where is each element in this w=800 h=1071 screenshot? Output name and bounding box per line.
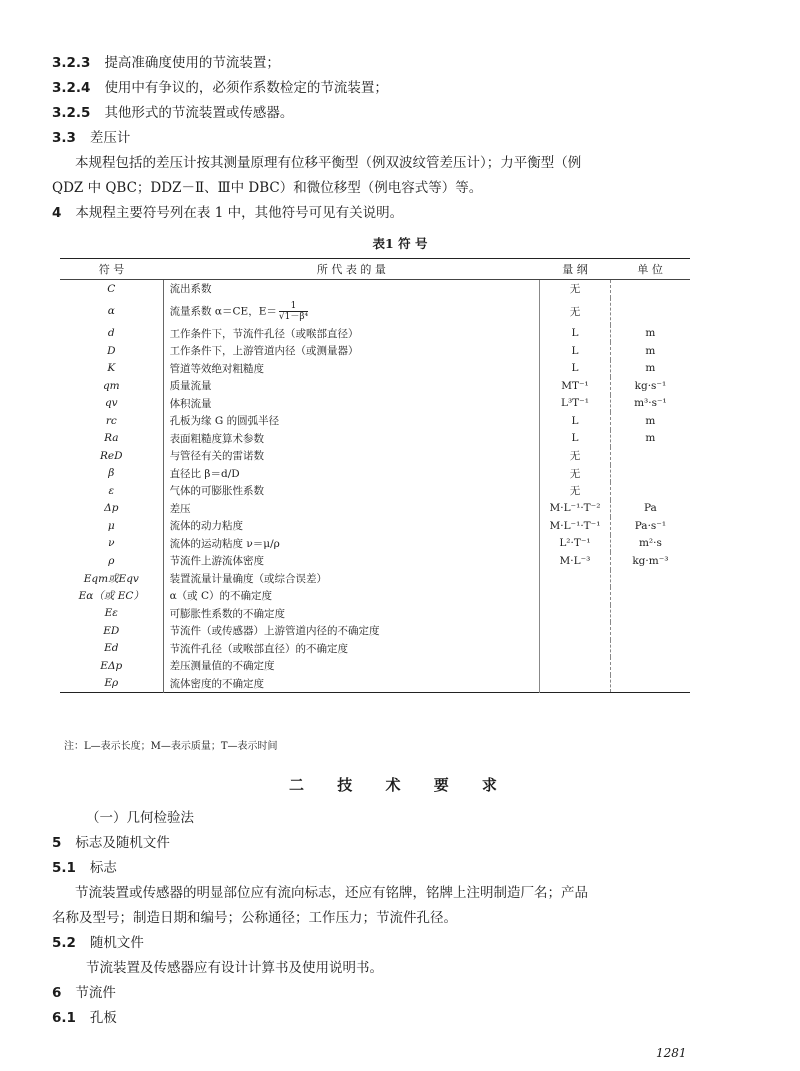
dimension-cell: [540, 570, 611, 588]
table-row: [60, 412, 690, 430]
unit-cell: m: [610, 430, 690, 448]
meaning-cell: [163, 535, 540, 553]
unit-cell: [610, 605, 690, 623]
meaning-cell: [163, 377, 540, 395]
clause-6-1: [52, 1009, 117, 1027]
meaning-cell: [163, 570, 540, 588]
meaning-text: 管道等效绝对粗糙度: [169, 362, 265, 375]
clause-number: 6: [52, 985, 62, 1001]
table-row: [60, 482, 690, 500]
table-row: [60, 342, 690, 360]
meaning-cell: [163, 517, 540, 535]
unit-cell: [610, 622, 690, 640]
meaning-text: 表面粗糙度算术参数: [169, 432, 265, 445]
unit-cell: Pa: [610, 500, 690, 518]
fraction-formula: [279, 301, 308, 322]
meaning-cell: [163, 447, 540, 465]
unit-cell: [610, 298, 690, 325]
meaning-cell: [163, 280, 540, 298]
table-row: [60, 360, 690, 378]
meaning-text: 节流件孔径（或喉部直径）的不确定度: [169, 642, 349, 655]
meaning-text: 流出系数: [169, 283, 212, 296]
clause-text: 本规程主要符号列在表 1 中，其他符号可见有关说明。: [75, 205, 404, 221]
unit-cell: m³·s⁻¹: [610, 395, 690, 413]
symbol-cell: β: [108, 467, 115, 480]
table-row: [60, 395, 690, 413]
meaning-cell: [163, 500, 540, 518]
dimension-cell: MT⁻¹: [540, 377, 611, 395]
clause-number: 3.2.3: [52, 55, 91, 71]
symbol-cell: ReD: [100, 449, 123, 462]
table-row: [60, 570, 690, 588]
clause-text: 差压计: [89, 130, 131, 146]
clause-text: 其他形式的节流装置或传感器。: [104, 105, 294, 121]
unit-cell: m²·s: [610, 535, 690, 553]
meaning-text: 装置流量计量确度（或综合误差）: [169, 572, 328, 585]
meaning-text: 直径比 β＝d/D: [169, 467, 240, 480]
table-row: [60, 325, 690, 343]
unit-cell: [610, 447, 690, 465]
table-row: [60, 587, 690, 605]
symbols-table: [60, 258, 690, 693]
meaning-cell: [163, 552, 540, 570]
meaning-cell: [163, 482, 540, 500]
symbol-cell: qm: [102, 379, 120, 392]
meaning-text: 流体的动力粘度: [169, 520, 244, 533]
unit-cell: [610, 570, 690, 588]
meaning-text: 体积流量: [169, 397, 212, 410]
meaning-text: 差压测量值的不确定度: [169, 660, 275, 673]
meaning-cell: [163, 675, 540, 693]
meaning-text: 质量流量: [169, 380, 212, 393]
unit-cell: [610, 657, 690, 675]
clause-number: 5.2: [52, 935, 76, 951]
unit-cell: m: [610, 342, 690, 360]
symbol-cell: Eα（或 EC）: [78, 590, 144, 603]
clause-5-1: [52, 859, 117, 877]
header-unit: 单 位: [610, 259, 690, 280]
symbol-cell: Δp: [104, 502, 119, 515]
meaning-text: 工作条件下，上游管道内径（或测量器）: [169, 345, 359, 358]
header-symbol: 符 号: [60, 259, 163, 280]
dimension-cell: [540, 587, 611, 605]
meaning-text: 流体密度的不确定度: [169, 677, 265, 690]
fraction-denominator: √1－β⁴: [278, 311, 309, 322]
clause-text: 标志及随机文件: [75, 835, 170, 851]
dimension-cell: L: [540, 430, 611, 448]
meaning-cell: [163, 657, 540, 675]
meaning-cell: [163, 587, 540, 605]
subsection-title: （一）几何检验法: [86, 810, 194, 826]
table-row: [60, 517, 690, 535]
table-row: [60, 500, 690, 518]
symbol-cell: D: [107, 344, 116, 357]
dimension-cell: L²·T⁻¹: [540, 535, 611, 553]
meaning-cell: [163, 622, 540, 640]
table-row: [60, 675, 690, 693]
symbol-cell: Ed: [104, 642, 119, 655]
symbol-cell: Eqm或Eqv: [83, 572, 139, 585]
unit-cell: kg·m⁻³: [610, 552, 690, 570]
dimension-cell: L: [540, 360, 611, 378]
meaning-text: 气体的可膨胀性系数: [169, 485, 265, 498]
table-row: [60, 430, 690, 448]
unit-cell: [610, 465, 690, 483]
clause-number: 5.1: [52, 860, 76, 876]
clause-3-2-4: [52, 79, 388, 97]
symbol-cell: EΔp: [100, 659, 123, 672]
table-row: [60, 640, 690, 658]
table-row: [60, 657, 690, 675]
table-row: [60, 298, 690, 325]
meaning-cell: [163, 360, 540, 378]
symbol-cell: μ: [107, 519, 115, 532]
dimension-cell: 无: [540, 482, 611, 500]
dimension-cell: 无: [540, 447, 611, 465]
unit-cell: m: [610, 325, 690, 343]
symbol-cell: C: [107, 282, 116, 295]
table-body: [60, 280, 690, 693]
clause-text: 孔板: [89, 1010, 117, 1026]
page-number: 1281: [656, 1046, 687, 1060]
header-dimension: 量 纲: [540, 259, 611, 280]
clause-number: 3.2.4: [52, 80, 91, 96]
dimension-cell: M·L⁻³: [540, 552, 611, 570]
header-meaning: 所 代 表 的 量: [163, 259, 540, 280]
dimension-cell: [540, 605, 611, 623]
clause-number: 5: [52, 835, 62, 851]
meaning-cell: [163, 342, 540, 360]
unit-cell: Pa·s⁻¹: [610, 517, 690, 535]
section-heading: 二 技 术 要 求: [289, 776, 511, 794]
unit-cell: [610, 675, 690, 693]
meaning-cell: [163, 412, 540, 430]
table-title: 表1 符 号: [372, 236, 428, 251]
meaning-text: 可膨胀性系数的不确定度: [169, 607, 286, 620]
fraction-numerator: 1: [279, 301, 308, 312]
symbol-cell: Ra: [104, 432, 119, 445]
meaning-cell: [163, 395, 540, 413]
symbol-cell: K: [107, 362, 116, 375]
clause-3-2-3: [52, 54, 280, 72]
meaning-text: α（或 C）的不确定度: [169, 590, 273, 603]
meaning-cell: [163, 298, 540, 325]
unit-cell: [610, 482, 690, 500]
symbol-cell: Eε: [104, 607, 118, 620]
dimension-cell: L³T⁻¹: [540, 395, 611, 413]
clause-5: [52, 834, 170, 852]
symbol-cell: ε: [108, 484, 115, 497]
paragraph-line: 节流装置或传感器的明显部位应有流向标志，还应有铭牌，铭牌上注明制造厂名；产品: [75, 885, 588, 901]
symbol-cell: qv: [104, 397, 118, 410]
table-row: [60, 447, 690, 465]
clause-text: 提高准确度使用的节流装置；: [104, 55, 280, 71]
paragraph-line: 名称及型号；制造日期和编号；公称通径；工作压力；节流件孔径。: [52, 910, 457, 926]
unit-cell: [610, 587, 690, 605]
symbol-cell: ν: [108, 537, 115, 550]
meaning-cell: [163, 430, 540, 448]
dimension-cell: M·L⁻¹·T⁻¹: [540, 517, 611, 535]
clause-5-2: [52, 934, 144, 952]
dimension-cell: [540, 640, 611, 658]
dimension-cell: L: [540, 325, 611, 343]
meaning-cell: [163, 325, 540, 343]
symbol-cell: ED: [103, 624, 120, 637]
symbol-cell: rc: [105, 414, 117, 427]
clause-number: 6.1: [52, 1010, 76, 1026]
dimension-cell: M·L⁻¹·T⁻²: [540, 500, 611, 518]
unit-cell: m: [610, 360, 690, 378]
dimension-cell: [540, 657, 611, 675]
clause-number: 4: [52, 205, 62, 221]
symbol-cell: α: [107, 305, 115, 317]
clause-4: [52, 204, 403, 222]
table-note: 注：L—表示长度；M—表示质量；T—表示时间: [64, 741, 278, 752]
dimension-cell: [540, 675, 611, 693]
clause-3-2-5: [52, 104, 293, 122]
table-header-row: [60, 259, 690, 280]
meaning-cell: [163, 640, 540, 658]
meaning-text: 节流件（或传感器）上游管道内径的不确定度: [169, 625, 380, 638]
meaning-text: 节流件上游流体密度: [169, 555, 265, 568]
meaning-text: 差压: [169, 502, 191, 515]
meaning-text: 流量系数 α＝CE，E＝: [169, 305, 277, 317]
unit-cell: [610, 280, 690, 298]
dimension-cell: L: [540, 342, 611, 360]
meaning-cell: [163, 465, 540, 483]
clause-text: 标志: [89, 860, 117, 876]
table-row: [60, 377, 690, 395]
dimension-cell: 无: [540, 280, 611, 298]
symbol-cell: Eρ: [104, 677, 119, 690]
clause-text: 使用中有争议的，必须作系数检定的节流装置；: [104, 80, 388, 96]
unit-cell: kg·s⁻¹: [610, 377, 690, 395]
table-row: [60, 622, 690, 640]
table-row: [60, 465, 690, 483]
meaning-cell: [163, 605, 540, 623]
meaning-text: 孔板为缘 G 的圆弧半径: [169, 415, 280, 428]
clause-text: 节流件: [75, 985, 116, 1001]
table-row: [60, 535, 690, 553]
clause-text: 随机文件: [89, 935, 144, 951]
paragraph-line: QDZ 中 QBC；DDZ－Ⅱ、Ⅲ中 DBC）和微位移型（例电容式等）等。: [52, 180, 483, 196]
clause-number: 3.2.5: [52, 105, 91, 121]
dimension-cell: [540, 622, 611, 640]
clause-3-3: [52, 129, 130, 147]
clause-6: [52, 984, 116, 1002]
symbol-cell: ρ: [108, 554, 115, 567]
dimension-cell: L: [540, 412, 611, 430]
meaning-text: 与管径有关的雷诺数: [169, 450, 265, 463]
unit-cell: m: [610, 412, 690, 430]
paragraph-line: 本规程包括的差压计按其测量原理有位移平衡型（例双波纹管差压计）；力平衡型（例: [75, 155, 582, 171]
clause-number: 3.3: [52, 130, 76, 146]
table-row: [60, 280, 690, 298]
table-row: [60, 605, 690, 623]
dimension-cell: 无: [540, 298, 611, 325]
dimension-cell: 无: [540, 465, 611, 483]
symbol-cell: d: [107, 327, 115, 340]
paragraph-line: 节流装置及传感器应有设计计算书及使用说明书。: [86, 960, 383, 976]
table-row: [60, 552, 690, 570]
meaning-text: 工作条件下，节流件孔径（或喉部直径）: [169, 327, 359, 340]
meaning-text: 流体的运动粘度 ν＝μ/ρ: [169, 537, 280, 550]
unit-cell: [610, 640, 690, 658]
